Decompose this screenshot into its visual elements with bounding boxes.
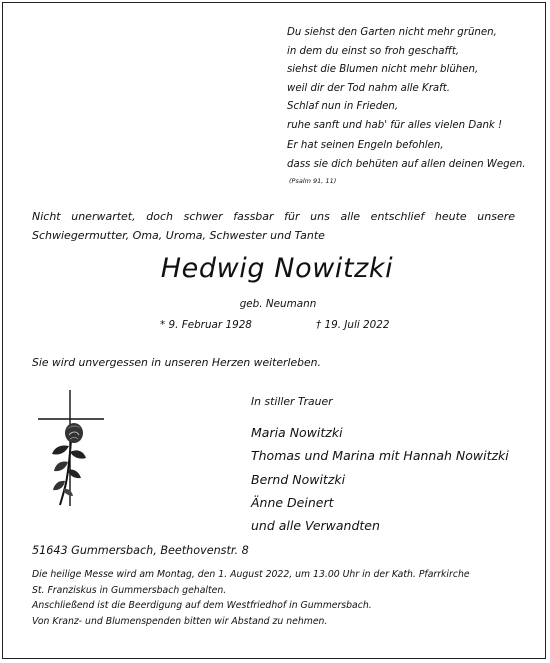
- remembrance-text: Sie wird unvergessen in unseren Herzen weiterleben.: [32, 356, 321, 369]
- maiden-name: geb. Neumann: [239, 298, 317, 310]
- poem-line: siehst die Blumen nicht mehr blühen,: [287, 64, 479, 76]
- poem-line: in dem du einst so froh geschafft,: [287, 45, 460, 57]
- poem-line: Er hat seinen Engeln befohlen,: [287, 140, 444, 151]
- death-date: † 19. Juli 2022: [316, 319, 390, 331]
- deceased-name: Hedwig Nowitzki: [160, 253, 394, 284]
- birth-date: * 9. Februar 1928: [160, 319, 252, 331]
- poem-stanza-2: [287, 137, 526, 174]
- poem-line: ruhe sanft und hab' für alles vielen Dank !: [287, 119, 503, 131]
- poem-stanza-1: [287, 24, 502, 136]
- mourners-list: [251, 421, 509, 537]
- poem-line: Du siehst den Garten nicht mehr grünen,: [287, 27, 497, 38]
- note-line: Von Kranz- und Blumenspenden bitten wir Abstand zu nehmen.: [32, 615, 328, 627]
- mourner-name: Bernd Nowitzki: [251, 471, 346, 487]
- note-line: Anschließend ist die Beerdigung auf dem Westfriedhof in Gummersbach.: [32, 600, 372, 612]
- poem-line: dass sie dich behüten auf allen deinen Wegen.: [287, 158, 526, 170]
- cross-with-rose-icon: [36, 388, 106, 508]
- address: 51643 Gummersbach, Beethovenstr. 8: [32, 544, 249, 557]
- intro-text: Nicht unerwartet, doch schwer fassbar für uns alle entschlief heute unsere Schwiegermutter, Oma, Uroma, Schwester und Tante: [32, 210, 515, 242]
- mourners-intro: In stiller Trauer: [251, 395, 333, 408]
- psalm-reference: (Psalm 91, 11): [289, 177, 337, 185]
- mourner-name: Thomas und Marina mit Hannah Nowitzki: [251, 448, 509, 464]
- service-notes: [32, 567, 470, 629]
- poem-line: Schlaf nun in Frieden,: [287, 101, 399, 113]
- note-line: St. Franziskus in Gummersbach gehalten.: [32, 584, 227, 596]
- mourner-name: und alle Verwandten: [251, 518, 380, 534]
- mourner-name: Änne Deinert: [251, 494, 334, 510]
- poem-line: weil dir der Tod nahm alle Kraft.: [287, 82, 450, 94]
- mourner-name: Maria Nowitzki: [251, 425, 343, 440]
- note-line: Die heilige Messe wird am Montag, den 1. August 2022, um 13.00 Uhr in der Kath. Pfarrkirche: [32, 569, 470, 580]
